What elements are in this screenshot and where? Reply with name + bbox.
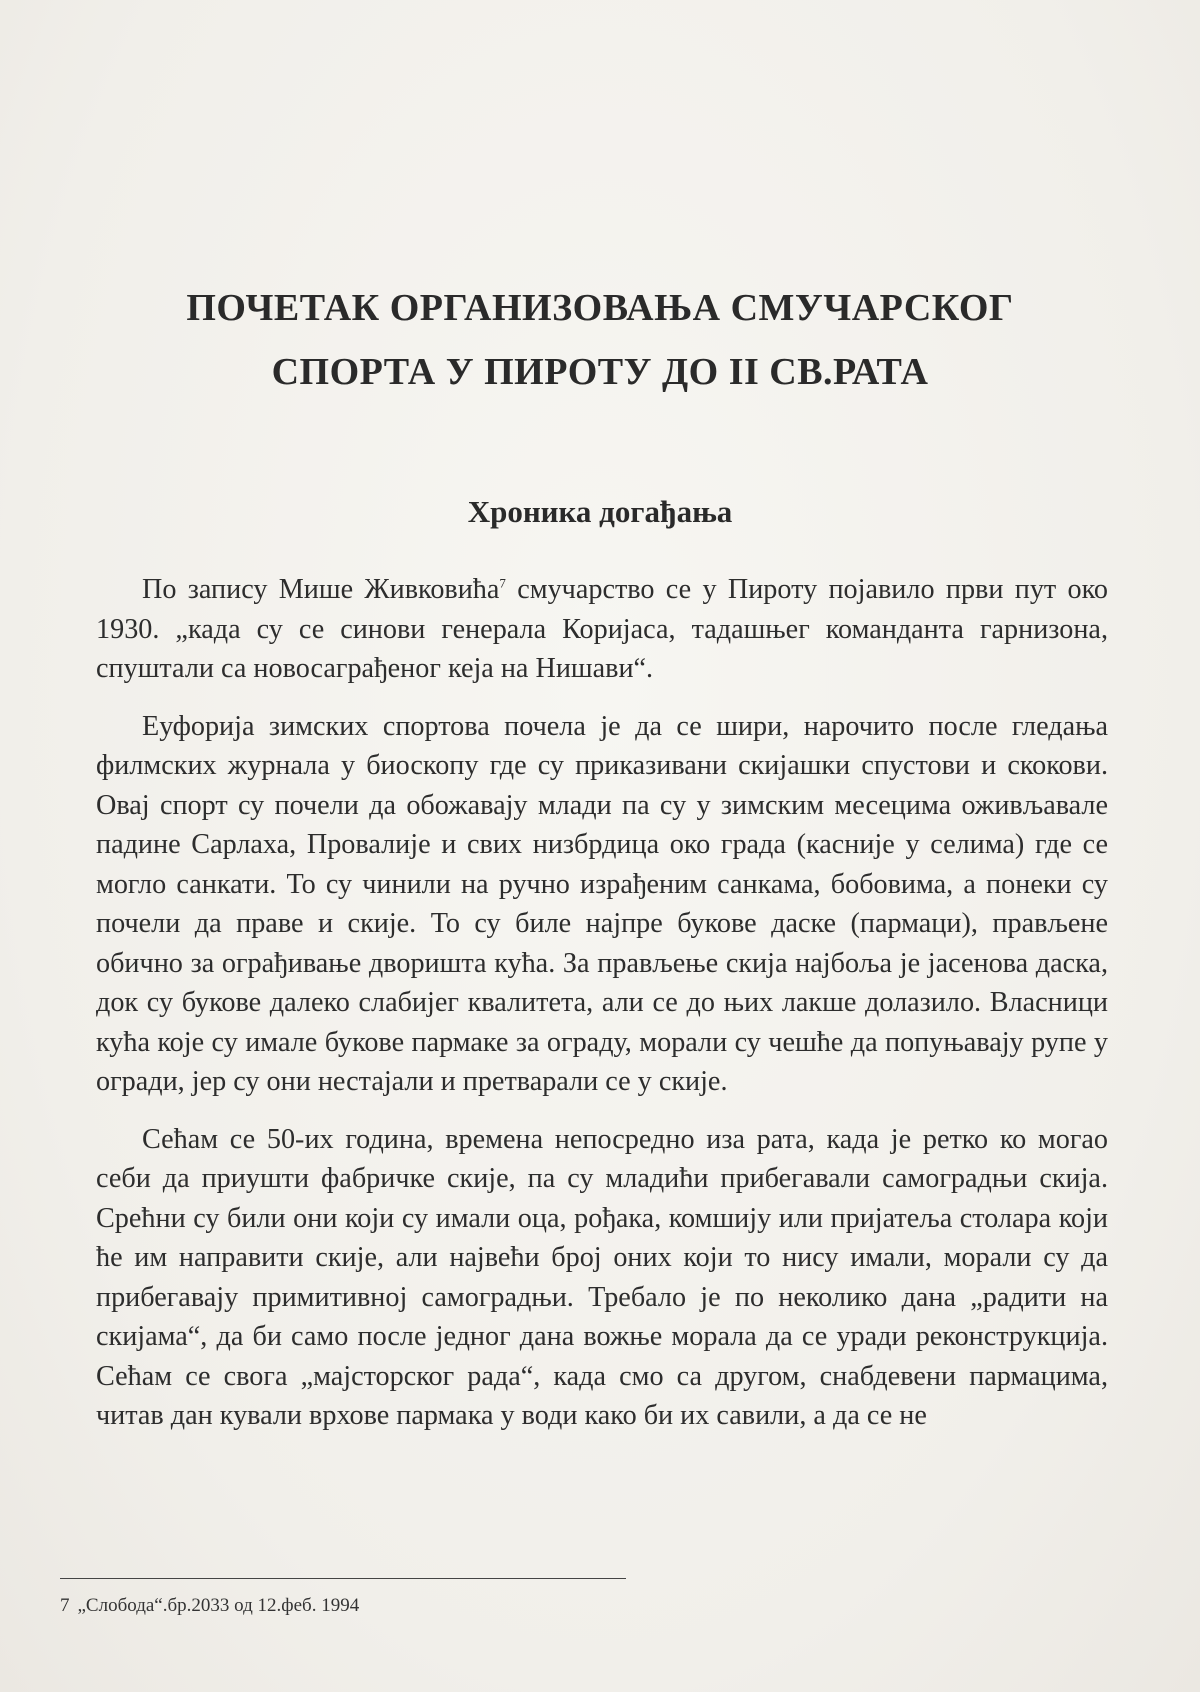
paragraph-2: Еуфорија зимских спортова почела је да се шири, нарочито после гледања филмских журнала у биоскопу где су приказивани скијашки спустови и скокови. Овај спорт су почели да обожавају млади па су у зимским месецима оживљавале падине Сарлаха, Провалије и свих низбрдица око града (касније у селима) где се могло санкати. То су чинили на ручно израђеним санкама, бобовима, а понеки су почели да праве и скије. То су биле најпре букове даске (пармаци), прављене обично за ограђивање дворишта кућа. За прављење скија најбоља је јасенова даска, док су букове далеко слабијег квалитета, али се до њих лакше долазило. Власници кућа које су имале букове пармаке за ограду, морали су чешће да попуњавају рупе у огради, јер су они нестајали и претварали се у скије. [96,710,1108,1097]
footnote [60,1594,359,1618]
footnote-divider [60,1578,626,1579]
chapter-title-line-2: СПОРТА У ПИРОТУ ДО II СВ.РАТА [271,351,929,393]
chapter-title [60,276,1140,404]
paragraph-1-rest: смучарство се у Пироту појавило први пут око 1930. „када су се синови генерала Коријаса, тадашњег команданта гарнизона, спуштали са новосаграђеног кеја на Нишави“. [96,574,1108,684]
footnote-text: „Слобода“.бр.2033 од 12.феб. 1994 [77,1595,360,1616]
section-subtitle: Хроника догађања [467,494,733,529]
paragraph-3: Сећам се 50-их година, времена непосредно иза рата, када је ретко ко могао себи да приушти фабричке скије, па су младићи прибегавали самоградњи скија. Срећни су били они који су имали оца, рођака, комшију или пријатеља столара који ће им направити скије, али највећи број оних који то нису имали, морали су да прибегавају примитивној самоградњи. Требало је по неколико дана „радити на скијама“, да би само после једног дана вожње морала да се уради реконструкција. Сећам се свога „мајсторског рада“, када смо са другом, снабдевени пармацима, читав дан кували врхове пармака у води како би их савили, а да се не [96,1123,1108,1431]
paragraph-1-start: По запису Мише Живковића [142,574,500,605]
paragraph-1 [96,570,1108,689]
footnote-reference: 7 [499,575,506,591]
body-text [96,570,1108,1454]
footnote-number: 7 [60,1595,70,1616]
chapter-title-line-1: ПОЧЕТАК ОРГАНИЗОВАЊА СМУЧАРСКОГ [186,287,1014,329]
